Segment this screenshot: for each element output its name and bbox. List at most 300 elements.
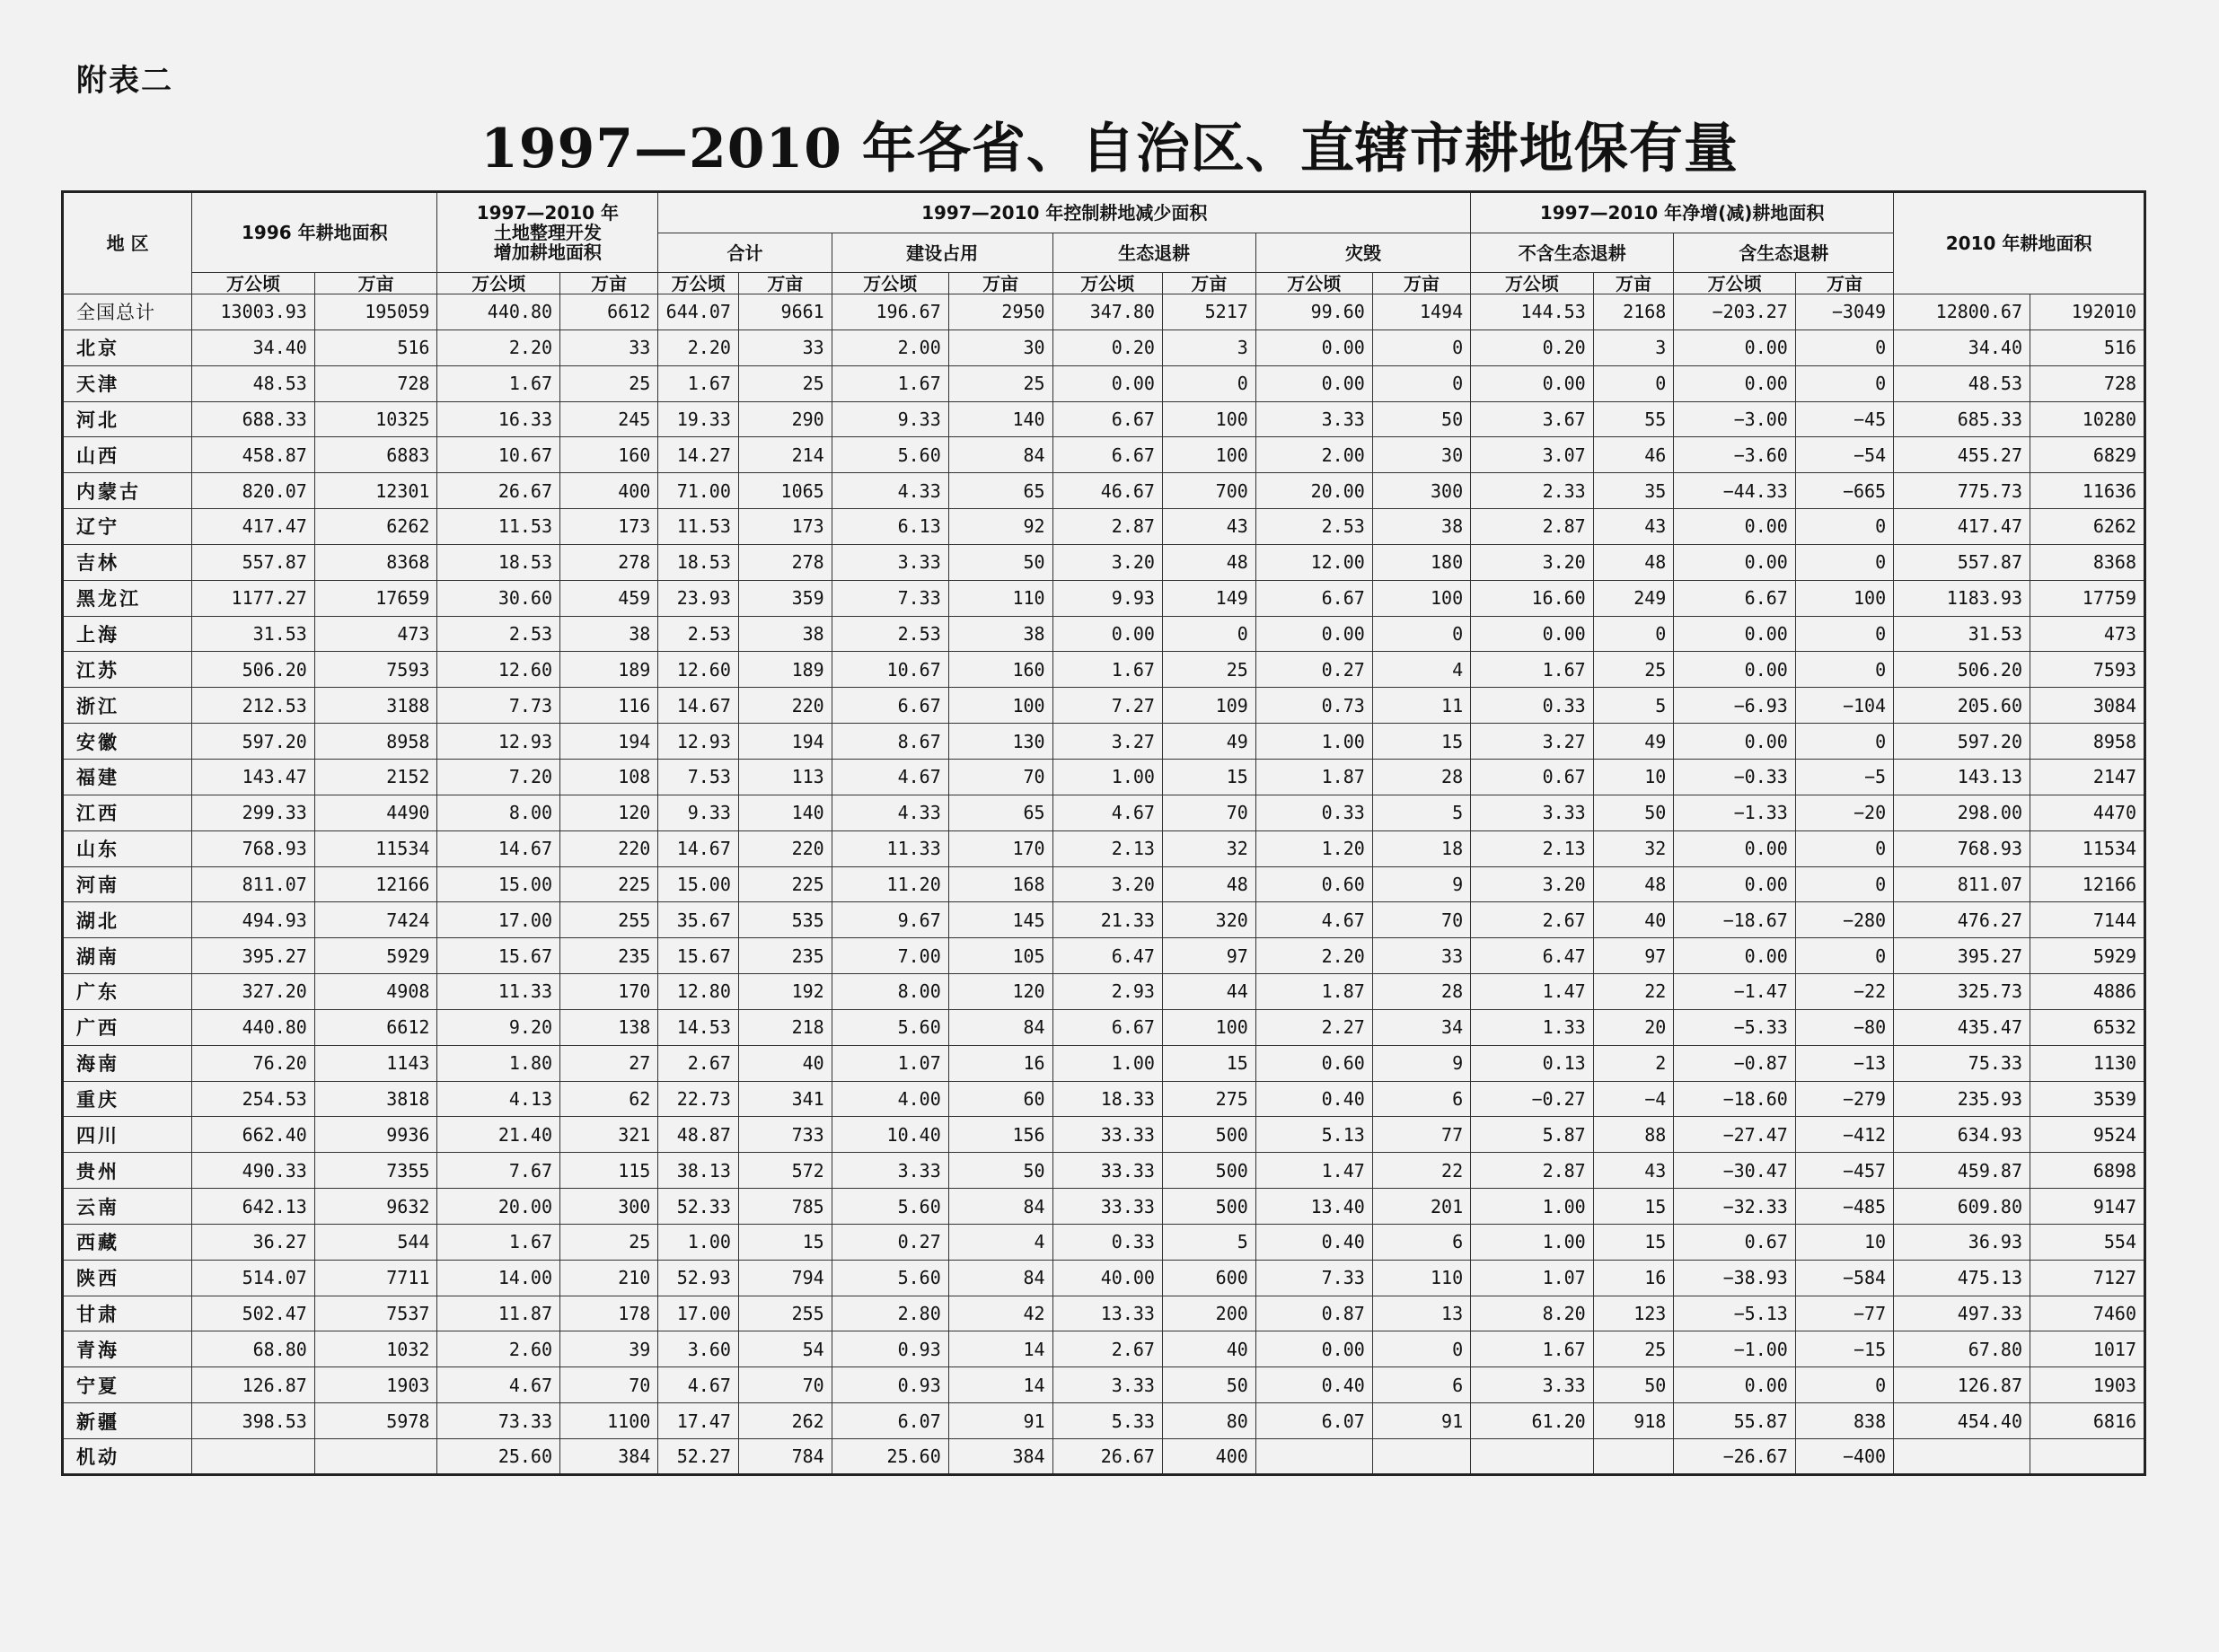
region-cell: 北京 xyxy=(63,330,192,365)
value-cell: 173 xyxy=(560,509,658,545)
value-cell: 811.07 xyxy=(192,866,315,902)
value-cell: 120 xyxy=(560,795,658,830)
value-cell: 1.00 xyxy=(1052,1045,1162,1081)
value-cell: 1.00 xyxy=(1255,724,1372,760)
value-cell: 192010 xyxy=(2030,294,2145,330)
value-cell: 2.20 xyxy=(1255,938,1372,974)
value-cell: 6 xyxy=(1372,1081,1470,1117)
value-cell: 3.33 xyxy=(832,544,948,580)
value-cell: 34.40 xyxy=(192,330,315,365)
value-cell: −18.60 xyxy=(1674,1081,1796,1117)
value-cell: 2.87 xyxy=(1471,509,1594,545)
value-cell: 10 xyxy=(1593,759,1674,795)
value-cell: 9.20 xyxy=(437,1009,560,1045)
value-cell: 0 xyxy=(1795,652,1893,688)
table-row xyxy=(63,938,2145,974)
value-cell: 502.47 xyxy=(192,1296,315,1331)
value-cell: 235 xyxy=(738,938,832,974)
value-cell: 50 xyxy=(948,1153,1052,1189)
value-cell: 54 xyxy=(738,1331,832,1367)
value-cell: 200 xyxy=(1162,1296,1255,1331)
value-cell: 48 xyxy=(1162,544,1255,580)
value-cell: 48.53 xyxy=(192,365,315,401)
value-cell: 1.07 xyxy=(1471,1260,1594,1296)
value-cell: 2.87 xyxy=(1471,1153,1594,1189)
table-row xyxy=(63,1117,2145,1153)
value-cell: 2147 xyxy=(2030,759,2145,795)
value-cell: 3.20 xyxy=(1471,866,1594,902)
value-cell: −26.67 xyxy=(1674,1439,1796,1475)
region-cell: 四川 xyxy=(63,1117,192,1153)
value-cell: 97 xyxy=(1162,938,1255,974)
value-cell: 0.00 xyxy=(1471,616,1594,652)
value-cell: −27.47 xyxy=(1674,1117,1796,1153)
value-cell: 18.53 xyxy=(658,544,739,580)
value-cell: 156 xyxy=(948,1117,1052,1153)
value-cell: 0.20 xyxy=(1052,330,1162,365)
region-cell: 甘肃 xyxy=(63,1296,192,1331)
value-cell: −1.33 xyxy=(1674,795,1796,830)
value-cell: 88 xyxy=(1593,1117,1674,1153)
table-row xyxy=(63,509,2145,545)
value-cell: 8958 xyxy=(2030,724,2145,760)
value-cell: 70 xyxy=(738,1367,832,1403)
value-cell: −32.33 xyxy=(1674,1189,1796,1225)
value-cell: 3084 xyxy=(2030,688,2145,724)
value-cell: 8368 xyxy=(314,544,437,580)
region-cell: 重庆 xyxy=(63,1081,192,1117)
value-cell: 225 xyxy=(738,866,832,902)
value-cell: 0.00 xyxy=(1052,616,1162,652)
value-cell: 201 xyxy=(1372,1189,1470,1225)
value-cell: 0.73 xyxy=(1255,688,1372,724)
value-cell: −0.33 xyxy=(1674,759,1796,795)
value-cell: −80 xyxy=(1795,1009,1893,1045)
value-cell: 0.60 xyxy=(1255,1045,1372,1081)
value-cell: −20 xyxy=(1795,795,1893,830)
value-cell: −1.47 xyxy=(1674,974,1796,1010)
region-cell: 山西 xyxy=(63,437,192,473)
value-cell: 8.67 xyxy=(832,724,948,760)
value-cell: 9936 xyxy=(314,1117,437,1153)
value-cell: 15.00 xyxy=(658,866,739,902)
table-row xyxy=(63,401,2145,437)
value-cell: 210 xyxy=(560,1260,658,1296)
value-cell: 40 xyxy=(738,1045,832,1081)
value-cell: 0.93 xyxy=(832,1331,948,1367)
value-cell: 0.40 xyxy=(1255,1224,1372,1260)
value-cell: −3.60 xyxy=(1674,437,1796,473)
appendix-label: 附表二 xyxy=(76,63,173,99)
value-cell: 84 xyxy=(948,1189,1052,1225)
value-cell: 0 xyxy=(1162,616,1255,652)
value-cell: 195059 xyxy=(314,294,437,330)
value-cell: 143.13 xyxy=(1894,759,2030,795)
value-cell: 13 xyxy=(1372,1296,1470,1331)
value-cell: 25.60 xyxy=(832,1439,948,1475)
value-cell: 196.67 xyxy=(832,294,948,330)
value-cell: 0 xyxy=(1795,616,1893,652)
value-cell: 6.67 xyxy=(1255,580,1372,616)
value-cell: 0 xyxy=(1372,365,1470,401)
value-cell: 838 xyxy=(1795,1403,1893,1439)
value-cell: 11.33 xyxy=(832,830,948,866)
unit-wan-hectare-header: 万公顷 xyxy=(658,273,739,294)
value-cell: 2.13 xyxy=(1052,830,1162,866)
value-cell: 458.87 xyxy=(192,437,315,473)
region-cell: 福建 xyxy=(63,759,192,795)
value-cell: 12800.67 xyxy=(1894,294,2030,330)
value-cell: 40.00 xyxy=(1052,1260,1162,1296)
table-row xyxy=(63,294,2145,330)
value-cell: 6.07 xyxy=(1255,1403,1372,1439)
value-cell: 811.07 xyxy=(1894,866,2030,902)
value-cell: 46 xyxy=(1593,437,1674,473)
value-cell: 0.20 xyxy=(1471,330,1594,365)
unit-wan-mu-header: 万亩 xyxy=(1162,273,1255,294)
value-cell: 25 xyxy=(560,1224,658,1260)
region-cell: 江西 xyxy=(63,795,192,830)
value-cell: 100 xyxy=(1162,1009,1255,1045)
value-cell: 12166 xyxy=(2030,866,2145,902)
value-cell: 100 xyxy=(948,688,1052,724)
region-cell: 机动 xyxy=(63,1439,192,1475)
value-cell: 43 xyxy=(1593,509,1674,545)
value-cell: 1.67 xyxy=(437,1224,560,1260)
value-cell: 14.67 xyxy=(658,830,739,866)
region-cell: 辽宁 xyxy=(63,509,192,545)
value-cell: 12.60 xyxy=(658,652,739,688)
value-cell: 212.53 xyxy=(192,688,315,724)
area-1996-header: 1996 年耕地面积 xyxy=(192,192,437,273)
value-cell: 92 xyxy=(948,509,1052,545)
value-cell: 12.80 xyxy=(658,974,739,1010)
value-cell: 642.13 xyxy=(192,1189,315,1225)
value-cell: 10325 xyxy=(314,401,437,437)
value-cell: 77 xyxy=(1372,1117,1470,1153)
construction-header: 建设占用 xyxy=(832,233,1052,273)
value-cell: 395.27 xyxy=(1894,938,2030,974)
value-cell: 6.67 xyxy=(1674,580,1796,616)
table-row xyxy=(63,580,2145,616)
value-cell: 4.67 xyxy=(1255,902,1372,938)
value-cell: −485 xyxy=(1795,1189,1893,1225)
value-cell: 1.47 xyxy=(1255,1153,1372,1189)
value-cell: 9524 xyxy=(2030,1117,2145,1153)
value-cell: 100 xyxy=(1162,401,1255,437)
value-cell: 255 xyxy=(738,1296,832,1331)
value-cell: 245 xyxy=(560,401,658,437)
table-row xyxy=(63,1009,2145,1045)
value-cell: 2.00 xyxy=(1255,437,1372,473)
unit-wan-hectare-header: 万公顷 xyxy=(1052,273,1162,294)
value-cell: 15 xyxy=(1593,1189,1674,1225)
value-cell: 38.13 xyxy=(658,1153,739,1189)
value-cell: −104 xyxy=(1795,688,1893,724)
value-cell: 0.00 xyxy=(1674,330,1796,365)
value-cell: 130 xyxy=(948,724,1052,760)
value-cell: 644.07 xyxy=(658,294,739,330)
eco-retire-header: 生态退耕 xyxy=(1052,233,1255,273)
value-cell: 235.93 xyxy=(1894,1081,2030,1117)
value-cell: 6612 xyxy=(560,294,658,330)
value-cell: 459.87 xyxy=(1894,1153,2030,1189)
value-cell: 189 xyxy=(738,652,832,688)
value-cell: 18.33 xyxy=(1052,1081,1162,1117)
disaster-header: 灾毁 xyxy=(1255,233,1470,273)
value-cell: 189 xyxy=(560,652,658,688)
value-cell: 11.53 xyxy=(658,509,739,545)
value-cell: 1.67 xyxy=(437,365,560,401)
value-cell: 0.00 xyxy=(1255,330,1372,365)
region-cell: 天津 xyxy=(63,365,192,401)
value-cell: 50 xyxy=(1372,401,1470,437)
value-cell: 0.00 xyxy=(1471,365,1594,401)
value-cell: 0.33 xyxy=(1052,1224,1162,1260)
value-cell: 299.33 xyxy=(192,795,315,830)
value-cell: 2.33 xyxy=(1471,473,1594,509)
value-cell: 3.33 xyxy=(1052,1367,1162,1403)
value-cell: 455.27 xyxy=(1894,437,2030,473)
value-cell: 220 xyxy=(738,688,832,724)
value-cell: 0.00 xyxy=(1674,544,1796,580)
value-cell: 46.67 xyxy=(1052,473,1162,509)
value-cell: 15 xyxy=(1593,1224,1674,1260)
value-cell: 49 xyxy=(1593,724,1674,760)
region-cell: 河北 xyxy=(63,401,192,437)
value-cell: 23.93 xyxy=(658,580,739,616)
value-cell: 28 xyxy=(1372,759,1470,795)
value-cell: 254.53 xyxy=(192,1081,315,1117)
value-cell: 160 xyxy=(948,652,1052,688)
value-cell: 48 xyxy=(1593,866,1674,902)
value-cell: 10 xyxy=(1795,1224,1893,1260)
value-cell: 2.00 xyxy=(832,330,948,365)
value-cell: 14 xyxy=(948,1367,1052,1403)
value-cell: 2.60 xyxy=(437,1331,560,1367)
value-cell: 6898 xyxy=(2030,1153,2145,1189)
value-cell: 84 xyxy=(948,437,1052,473)
unit-wan-hectare-header: 万公顷 xyxy=(1471,273,1594,294)
value-cell: 2950 xyxy=(948,294,1052,330)
value-cell: 557.87 xyxy=(192,544,315,580)
value-cell: 14.27 xyxy=(658,437,739,473)
value-cell: 52.93 xyxy=(658,1260,739,1296)
value-cell: 0.40 xyxy=(1255,1081,1372,1117)
table-row xyxy=(63,1153,2145,1189)
table-row xyxy=(63,759,2145,795)
value-cell: 0 xyxy=(1162,365,1255,401)
value-cell: −13 xyxy=(1795,1045,1893,1081)
value-cell: 275 xyxy=(1162,1081,1255,1117)
value-cell: 384 xyxy=(560,1439,658,1475)
value-cell: 490.33 xyxy=(192,1153,315,1189)
value-cell: 15.67 xyxy=(658,938,739,974)
table-row xyxy=(63,866,2145,902)
value-cell: 0.00 xyxy=(1674,938,1796,974)
value-cell: 16.33 xyxy=(437,401,560,437)
value-cell: 918 xyxy=(1593,1403,1674,1439)
value-cell: 22 xyxy=(1372,1153,1470,1189)
value-cell: 473 xyxy=(2030,616,2145,652)
region-cell: 河南 xyxy=(63,866,192,902)
value-cell: 76.20 xyxy=(192,1045,315,1081)
value-cell: 0 xyxy=(1795,866,1893,902)
value-cell: 31.53 xyxy=(192,616,315,652)
value-cell: 347.80 xyxy=(1052,294,1162,330)
value-cell: 38 xyxy=(560,616,658,652)
value-cell: 4.00 xyxy=(832,1081,948,1117)
value-cell: 0.33 xyxy=(1255,795,1372,830)
value-cell: 3188 xyxy=(314,688,437,724)
value-cell: 140 xyxy=(738,795,832,830)
value-cell: 0.00 xyxy=(1674,866,1796,902)
value-cell: 12.93 xyxy=(658,724,739,760)
value-cell: 14.67 xyxy=(658,688,739,724)
value-cell: 440.80 xyxy=(437,294,560,330)
value-cell: 65 xyxy=(948,473,1052,509)
value-cell: 728 xyxy=(314,365,437,401)
value-cell: 0.67 xyxy=(1674,1224,1796,1260)
value-cell: 110 xyxy=(948,580,1052,616)
value-cell: 0 xyxy=(1795,365,1893,401)
value-cell: 33 xyxy=(560,330,658,365)
value-cell: 7.00 xyxy=(832,938,948,974)
value-cell: 25 xyxy=(560,365,658,401)
region-cell: 内蒙古 xyxy=(63,473,192,509)
value-cell: 1032 xyxy=(314,1331,437,1367)
value-cell: 440.80 xyxy=(192,1009,315,1045)
value-cell: 5 xyxy=(1162,1224,1255,1260)
value-cell: 25 xyxy=(1593,652,1674,688)
value-cell: 145 xyxy=(948,902,1052,938)
value-cell: 300 xyxy=(1372,473,1470,509)
value-cell: 7593 xyxy=(2030,652,2145,688)
value-cell: 0 xyxy=(1795,509,1893,545)
unit-row xyxy=(63,273,2145,294)
value-cell: 4.33 xyxy=(832,795,948,830)
region-cell: 宁夏 xyxy=(63,1367,192,1403)
region-cell: 青海 xyxy=(63,1331,192,1367)
value-cell: 7.53 xyxy=(658,759,739,795)
value-cell: 1903 xyxy=(314,1367,437,1403)
value-cell: 6612 xyxy=(314,1009,437,1045)
value-cell: 30 xyxy=(1372,437,1470,473)
value-cell: 6.67 xyxy=(1052,1009,1162,1045)
value-cell: 325.73 xyxy=(1894,974,2030,1010)
value-cell: −0.27 xyxy=(1471,1081,1594,1117)
value-cell: 0.33 xyxy=(1471,688,1594,724)
value-cell: 61.20 xyxy=(1471,1403,1594,1439)
region-cell: 西藏 xyxy=(63,1224,192,1260)
value-cell: 784 xyxy=(738,1439,832,1475)
value-cell: 0.00 xyxy=(1674,616,1796,652)
value-cell: 0.00 xyxy=(1052,365,1162,401)
value-cell: 1177.27 xyxy=(192,580,315,616)
value-cell: 17659 xyxy=(314,580,437,616)
value-cell: 5.33 xyxy=(1052,1403,1162,1439)
area-2010-header: 2010 年耕地面积 xyxy=(1894,192,2145,294)
value-cell: 1.47 xyxy=(1471,974,1594,1010)
value-cell: 168 xyxy=(948,866,1052,902)
value-cell: 5929 xyxy=(2030,938,2145,974)
value-cell: 459 xyxy=(560,580,658,616)
value-cell: 2.53 xyxy=(658,616,739,652)
value-cell: 3818 xyxy=(314,1081,437,1117)
value-cell: 3539 xyxy=(2030,1081,2145,1117)
value-cell: −77 xyxy=(1795,1296,1893,1331)
value-cell: −22 xyxy=(1795,974,1893,1010)
table-row xyxy=(63,544,2145,580)
value-cell: 2.67 xyxy=(658,1045,739,1081)
value-cell: 50 xyxy=(1162,1367,1255,1403)
value-cell: 70 xyxy=(948,759,1052,795)
value-cell: 7127 xyxy=(2030,1260,2145,1296)
value-cell: 1.87 xyxy=(1255,974,1372,1010)
value-cell: 149 xyxy=(1162,580,1255,616)
added-area-header: 1997—2010 年 土地整理开发 增加耕地面积 xyxy=(437,192,658,273)
value-cell: 25 xyxy=(948,365,1052,401)
region-cell: 广西 xyxy=(63,1009,192,1045)
value-cell: 0 xyxy=(1593,365,1674,401)
value-cell: 11.87 xyxy=(437,1296,560,1331)
value-cell: −44.33 xyxy=(1674,473,1796,509)
value-cell: 2.27 xyxy=(1255,1009,1372,1045)
value-cell: 4.67 xyxy=(658,1367,739,1403)
net-change-header: 1997—2010 年净增(减)耕地面积 xyxy=(1471,192,1894,233)
value-cell: 7593 xyxy=(314,652,437,688)
value-cell: 8.00 xyxy=(437,795,560,830)
value-cell: 7537 xyxy=(314,1296,437,1331)
value-cell: 700 xyxy=(1162,473,1255,509)
value-cell: 0.00 xyxy=(1255,365,1372,401)
value-cell: 1017 xyxy=(2030,1331,2145,1367)
value-cell: 6.67 xyxy=(832,688,948,724)
value-cell: 8958 xyxy=(314,724,437,760)
value-cell: 9 xyxy=(1372,1045,1470,1081)
table-row xyxy=(63,830,2145,866)
value-cell: 9 xyxy=(1372,866,1470,902)
table-row xyxy=(63,795,2145,830)
table-row xyxy=(63,330,2145,365)
value-cell: 400 xyxy=(560,473,658,509)
value-cell: 0.00 xyxy=(1674,652,1796,688)
value-cell: 48 xyxy=(1162,866,1255,902)
value-cell: 359 xyxy=(738,580,832,616)
value-cell: 170 xyxy=(948,830,1052,866)
region-cell: 海南 xyxy=(63,1045,192,1081)
region-cell: 新疆 xyxy=(63,1403,192,1439)
value-cell: 42 xyxy=(948,1296,1052,1331)
unit-wan-hectare-header: 万公顷 xyxy=(1255,273,1372,294)
value-cell: −6.93 xyxy=(1674,688,1796,724)
value-cell: −38.93 xyxy=(1674,1260,1796,1296)
table-body xyxy=(63,294,2145,1475)
value-cell: 14.67 xyxy=(437,830,560,866)
value-cell: 12301 xyxy=(314,473,437,509)
value-cell: 0.00 xyxy=(1674,830,1796,866)
value-cell: 43 xyxy=(1593,1153,1674,1189)
value-cell: 6829 xyxy=(2030,437,2145,473)
value-cell: 75.33 xyxy=(1894,1045,2030,1081)
value-cell: 4.13 xyxy=(437,1081,560,1117)
value-cell: 34.40 xyxy=(1894,330,2030,365)
value-cell: 7.67 xyxy=(437,1153,560,1189)
value-cell: 26.67 xyxy=(437,473,560,509)
value-cell: 9.33 xyxy=(832,401,948,437)
value-cell: 2.53 xyxy=(832,616,948,652)
value-cell: 0 xyxy=(1795,544,1893,580)
